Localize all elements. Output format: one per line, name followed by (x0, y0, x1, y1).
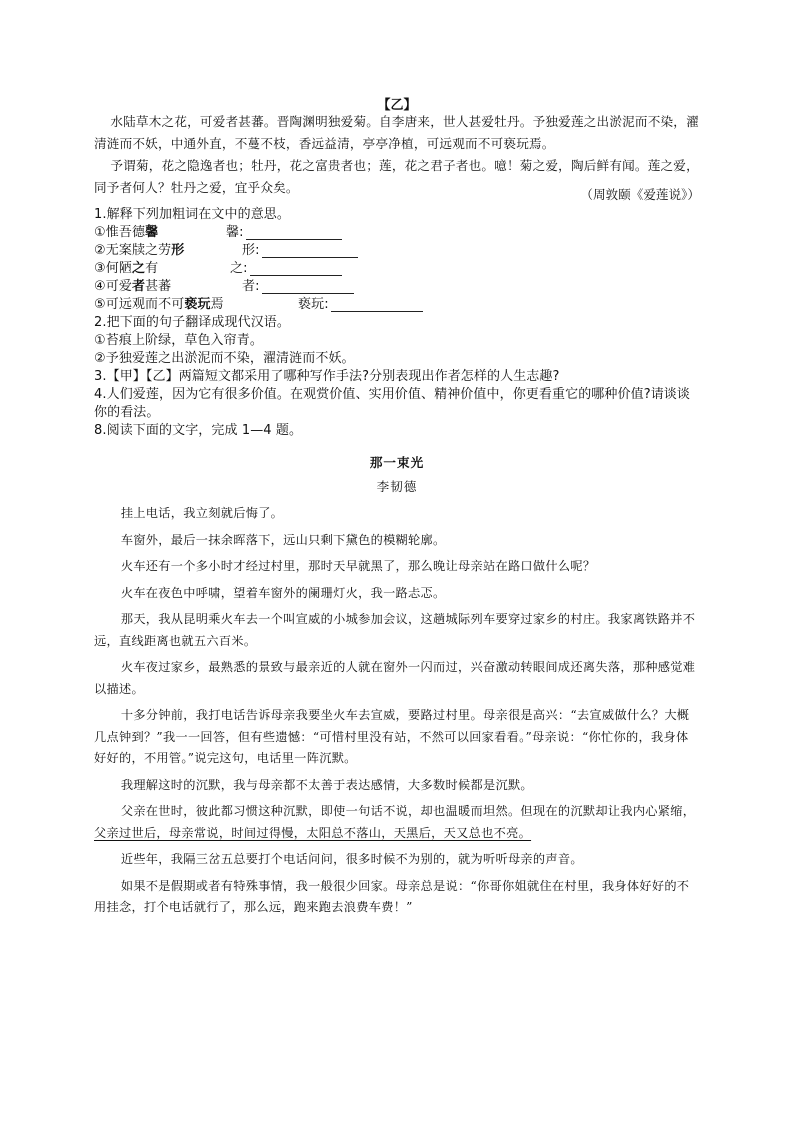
essay-paragraph: 火车还有一个多小时才经过村里，那时天早就黑了，那么晚让母亲站在路口做什么呢？ (120, 559, 596, 573)
essay-paragraph: 父亲在世时，彼此都习惯这种沉默，即使一句话不说，却也温暖而坦然。但现在的沉默却让我内心紧缩，父亲过世后，母亲常说，时间过得慢，太阳总不落山，天黑后，天又总也不亮。 (94, 804, 696, 840)
question-4: 4.人们爱莲，因为它有很多价值。在观赏价值、实用价值、精神价值中，你更看重它的哪种价值?请谈谈你的看法。 (94, 387, 691, 420)
essay-paragraph: 我理解这时的沉默，我与母亲都不太善于表达感情，大多数时候都是沉默。 (120, 777, 533, 792)
question-2-sentence-a: ①苔痕上阶绿，草色入帘青。 (94, 333, 263, 348)
question-3: 3.【甲】【乙】两篇短文都采用了哪种写作手法?分别表现出作者怎样的人生志趣? (94, 369, 560, 384)
vocab-sentence: ①惟吾德馨 (94, 225, 159, 240)
essay-paragraph: 如果不是假期或者有特殊事情，我一般很少回家。母亲总是说：“你哥你姐就住在村里，我身体好好的不用挂念，打个电话就行了，那么远，跑来跑去浪费车费！” (94, 878, 690, 914)
vocab-item-4 (94, 278, 700, 296)
essay-paragraph: 近些年，我隔三岔五总要打个电话问问，很多时候不为别的，就为听听母亲的声音。 (120, 852, 583, 866)
passage-paragraph-1: 水陆草木之花，可爱者甚蕃。晋陶渊明独爱菊。自李唐来，世人甚爱牡丹。予独爱莲之出淤泥而不染，濯清涟而不妖，中通外直，不蔓不枝，香远益清，亭亭净植，可远观而不可亵玩焉。 (94, 114, 699, 151)
essay-paragraph: 车窗外，最后一抹余晖落下，远山只剩下黛色的模糊轮廓。 (120, 532, 446, 547)
essay-body (94, 503, 700, 924)
question-8: 8.阅读下面的文字，完成 1—4 题。 (94, 423, 303, 438)
essay-paragraph: 十多分钟前，我打电话告诉母亲我要坐火车去宣威，要路过村里。母亲很是高兴：“去宣威做什么？大概几点钟到？”我一一回答，但有些遗憾：“可惜村里没有站，不然可以回家看看。”母亲说：“你忙你的，我身体好好的，不用管。”说完这句，电话里一阵沉默。 (94, 708, 690, 765)
section-label: 【乙】 (377, 98, 417, 113)
vocab-answer: 亵玩: (298, 296, 423, 314)
vocab-sentence: ④可爱者甚蕃 (94, 279, 172, 294)
underlined-sentence: 父亲过世后，母亲常说，时间过得慢，太阳总不落山，天黑后，天又总也不亮。 (94, 825, 532, 840)
answer-blank[interactable] (331, 299, 423, 312)
passage-paragraph-2: 予谓菊，花之隐逸者也；牡丹，花之富贵者也；莲，花之君子者也。噫！菊之爱，陶后鲜有闻。莲之爱，同予者何人？牡丹之爱，宜乎众矣。 (94, 158, 699, 195)
vocab-answer: 之: (230, 260, 342, 278)
vocab-item-3 (94, 260, 700, 278)
vocab-item-1 (94, 224, 700, 242)
essay-title: 那一束光 (369, 455, 425, 470)
question-1: 1.解释下列加粗词在文中的意思。 (94, 207, 291, 222)
questions-block (94, 206, 700, 440)
vocab-sentence: ③何陋之有 (94, 261, 159, 276)
vocab-item-5 (94, 296, 700, 314)
question-2: 2.把下面的句子翻译成现代汉语。 (94, 315, 291, 330)
answer-blank[interactable] (250, 263, 342, 276)
vocab-answer: 形: (242, 242, 358, 260)
vocab-item-2 (94, 242, 700, 260)
passage-source: （周敦颐《爱莲说》） (580, 187, 700, 202)
vocab-answer: 者: (242, 278, 354, 296)
essay-paragraph: 火车夜过家乡，最熟悉的景致与最亲近的人就在窗外一闪而过，兴奋激动转眼间成还离失落，那种感觉难以描述。 (94, 660, 696, 696)
essay-paragraph: 那天，我从昆明乘火车去一个叫宣威的小城参加会议，这趟城际列车要穿过家乡的村庄。我家离铁路并不远，直线距离也就五六百米。 (94, 612, 696, 648)
question-2-sentence-b: ②予独爱莲之出淤泥而不染，濯清涟而不妖。 (94, 351, 355, 366)
answer-blank[interactable] (262, 281, 354, 294)
essay-paragraph: 挂上电话，我立刻就后悔了。 (120, 506, 284, 520)
essay-author: 李韧德 (376, 479, 418, 494)
vocab-answer: 馨: (226, 224, 342, 242)
vocab-sentence: ②无案牍之劳形 (94, 243, 185, 258)
answer-blank[interactable] (246, 227, 342, 240)
answer-blank[interactable] (262, 245, 358, 258)
essay-paragraph: 火车在夜色中呼啸，望着车窗外的阑珊灯火，我一路忐忑。 (120, 585, 446, 600)
vocab-sentence: ⑤可远观而不可亵玩焉 (94, 297, 224, 312)
